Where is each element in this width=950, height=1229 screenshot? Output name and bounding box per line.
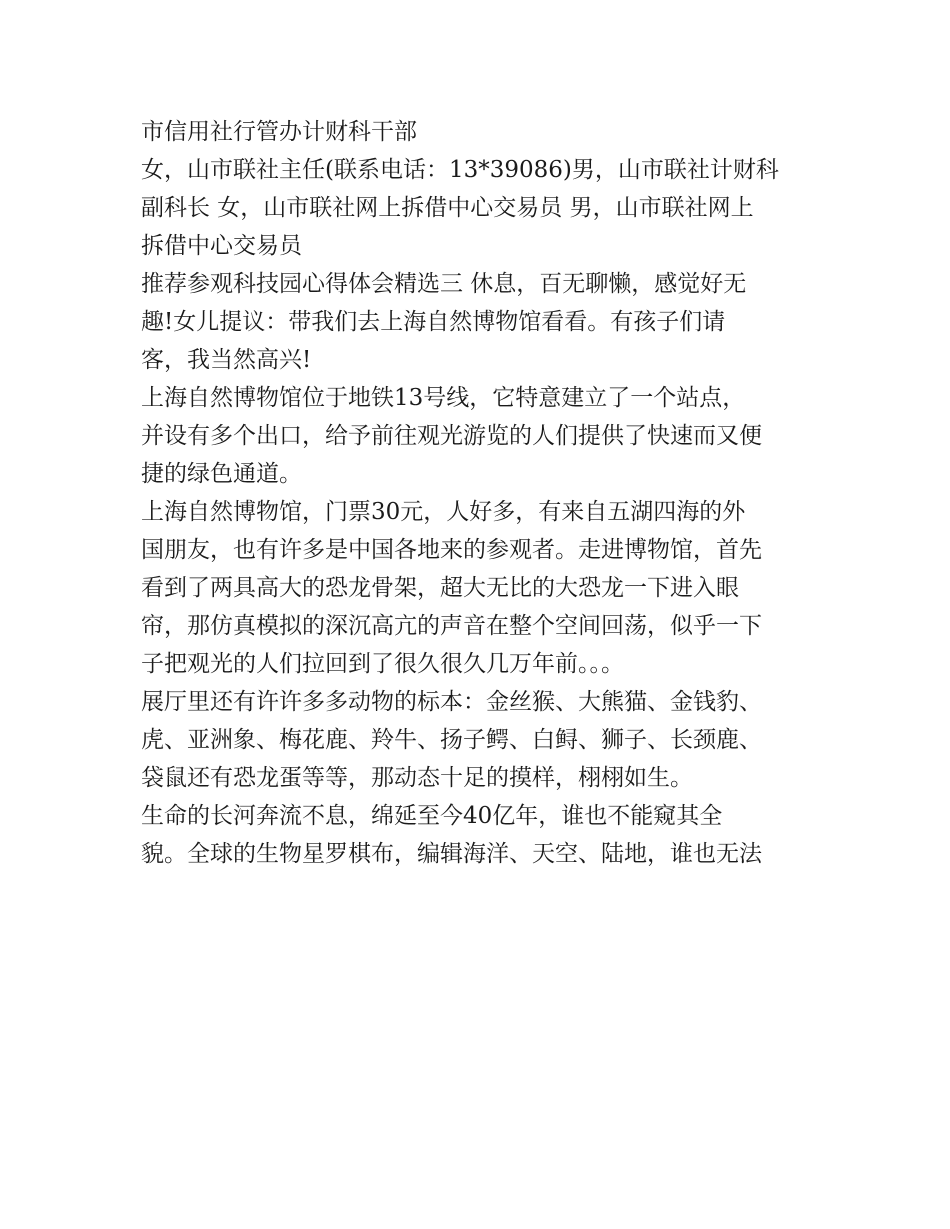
text-line: 虎、亚洲象、梅花鹿、羚牛、扬子鳄、白鲟、狮子、长颈鹿、 bbox=[141, 727, 762, 753]
text-line: 推荐参观科技园心得体会精选三 休息，百无聊懒，感觉好无 bbox=[141, 271, 747, 297]
text-line: 女，山市联社主任(联系电话：13*39086)男，山市联社计财科 bbox=[141, 157, 779, 183]
text-line: 副科长 女，山市联社网上拆借中心交易员 男，山市联社网上 bbox=[141, 195, 754, 221]
text-line: 看到了两具高大的恐龙骨架，超大无比的大恐龙一下进入眼 bbox=[141, 575, 739, 601]
text-line: 客，我当然高兴! bbox=[141, 347, 312, 373]
text-line: 并设有多个出口，给予前往观光游览的人们提供了快速而又便 bbox=[141, 423, 762, 449]
text-line: 展厅里还有许许多多动物的标本：金丝猴、大熊猫、金钱豹、 bbox=[141, 689, 762, 715]
text-line: 趣!女儿提议：带我们去上海自然博物馆看看。有孩子们请 bbox=[141, 309, 726, 335]
text-line: 上海自然博物馆位于地铁13号线，它特意建立了一个站点， bbox=[141, 385, 746, 411]
text-line: 市信用社行管办计财科干部 bbox=[141, 119, 417, 145]
text-line: 拆借中心交易员 bbox=[141, 233, 302, 259]
text-line: 生命的长河奔流不息，绵延至今40亿年，谁也不能窥其全 bbox=[141, 803, 723, 829]
document-body bbox=[141, 113, 821, 873]
text-line: 袋鼠还有恐龙蛋等等，那动态十足的摸样，栩栩如生。 bbox=[141, 765, 693, 791]
text-line: 捷的绿色通道。 bbox=[141, 461, 302, 487]
text-line: 上海自然博物馆，门票30元，人好多，有来自五湖四海的外 bbox=[141, 499, 746, 525]
text-line: 貌。全球的生物星罗棋布，编辑海洋、天空、陆地，谁也无法 bbox=[141, 841, 762, 867]
text-line: 国朋友，也有许多是中国各地来的参观者。走进博物馆，首先 bbox=[141, 537, 762, 563]
text-line: 子把观光的人们拉回到了很久很久几万年前。。。 bbox=[141, 651, 624, 677]
text-line: 帘，那仿真模拟的深沉高亢的声音在整个空间回荡，似乎一下 bbox=[141, 613, 762, 639]
